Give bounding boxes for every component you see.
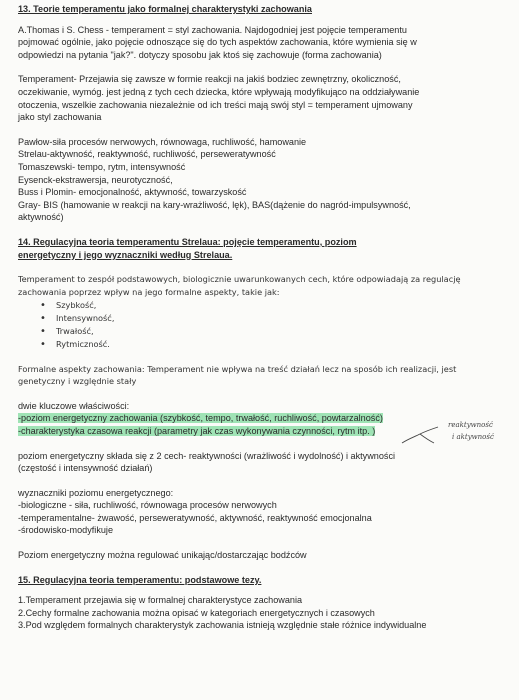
list-item: Pawłow-siła procesów nerwowych, równowaga, ruchliwość, hamowanie bbox=[18, 136, 307, 147]
theorists-list bbox=[18, 136, 501, 224]
formal-aspects-bullets bbox=[18, 299, 501, 351]
highlighted-line: -charakterystyka czasowa reakcji (parametry jak czas wykonywania czynności, rytm itp. ) bbox=[18, 425, 376, 436]
section-14-intro bbox=[18, 273, 501, 351]
text-line: -środowisko-modyfikuje bbox=[18, 525, 114, 536]
list-item: Tomaszewski- tempo, rytm, intensywność bbox=[18, 161, 186, 172]
handwritten-bracket-icon bbox=[400, 425, 440, 447]
text-line: poziom energetyczny składa się z 2 cech- reaktywności (wrażliwość i wydolność) i aktywności bbox=[18, 450, 396, 461]
list-item: Strelau-aktywność, reaktywność, ruchliwość, perseweratywność bbox=[18, 149, 276, 160]
text-line: zachowania poprzez wpływ na jego formalne aspekty, takie jak: bbox=[18, 286, 280, 297]
handwritten-note-1: reaktywność bbox=[448, 421, 493, 429]
bullet-item: • Trwałość, bbox=[56, 325, 501, 338]
text-line: oczekiwanie, wymóg. jest jedną z tych cech dziecka, które wpływają modyfikująco na oddziaływanie bbox=[18, 86, 420, 97]
text-line: wyznaczniki poziomu energetycznego: bbox=[18, 487, 174, 498]
text-line: Formalne aspekty zachowania: Temperament nie wpływa na treść działań lecz na sposób ich realizacji, jest bbox=[18, 363, 457, 374]
formal-aspects-paragraph bbox=[18, 363, 501, 388]
bullet-item: • Szybkość, bbox=[56, 299, 501, 312]
section-13-heading: 13. Teorie temperamentu jako formalnej charakterystyki zachowania bbox=[18, 4, 312, 14]
text-line: jako styl zachowania bbox=[18, 112, 102, 123]
bullet-item: • Rytmiczność. bbox=[56, 338, 501, 351]
text-line: genetyczny i względnie stały bbox=[18, 376, 137, 387]
section-15-theses bbox=[18, 594, 501, 632]
numbered-item: 1.Temperament przejawia się w formalnej charakterystyce zachowania bbox=[18, 595, 303, 606]
text-line: Temperament- Przejawia się zawsze w formie reakcji na jakiś bodziec zewnętrzny, okoliczność, bbox=[18, 74, 401, 85]
text-line: -biologiczne - siła, ruchliwość, równowaga procesów nerwowych bbox=[18, 500, 277, 511]
heading-line: 14. Regulacyjna teoria temperamentu Strelaua: pojęcie temperamentu, poziom bbox=[18, 236, 357, 247]
list-item: Gray- BIS (hamowanie w reakcji na kary-wrażliwość, lęk), BAS(dążenie do nagród-impulsywność, bbox=[18, 199, 411, 210]
bullet-item: • Intensywność, bbox=[56, 312, 501, 325]
highlighted-line: -poziom energetyczny zachowania (szybkość, tempo, trwałość, ruchliwość, powtarzalność) bbox=[18, 413, 383, 424]
section-13-paragraph-2 bbox=[18, 73, 501, 123]
handwritten-note-2: i aktywność bbox=[452, 433, 494, 441]
list-item: Buss i Plomin- emocjonalność, aktywność, towarzyskość bbox=[18, 187, 247, 198]
numbered-item: 2.Cechy formalne zachowania można opisać w kategoriach energetycznych i czasowych bbox=[18, 607, 375, 618]
text-line: odpowiedzi na pytania "jak?". dotyczy sposobu jak ktoś się zachowuje (forma zachowania) bbox=[18, 49, 382, 60]
text-line: -temperamentalne- żwawość, perseweratywność, aktywność, reaktywność emocjonalna bbox=[18, 512, 372, 523]
numbered-item: 3.Pod względem formalnych charakterystyk zachowania istnieją względnie stałe różnice indywidualne bbox=[18, 620, 427, 631]
section-15-heading: 15. Regulacyjna teoria temperamentu: podstawowe tezy. bbox=[18, 574, 262, 585]
text-line: A.Thomas i S. Chess - temperament = styl zachowania. Najdogodniej jest pojęcie temperamentu bbox=[18, 24, 407, 35]
section-13-paragraph-1 bbox=[18, 24, 501, 62]
key-properties-title: dwie kluczowe właściwości: bbox=[18, 400, 130, 411]
text-line: otoczenia, wszelkie zachowania niezależnie od ich treści mają swój styl = temperament ujmowany bbox=[18, 99, 413, 110]
text-line: pojmować ogólnie, jako pojęcie odnoszące się do tych aspektów zachowania, które wymienia się w bbox=[18, 37, 417, 48]
section-14-heading bbox=[18, 236, 501, 261]
determinants-list bbox=[18, 487, 501, 537]
text-line: Temperament to zespół podstawowych, biologicznie uwarunkowanych cech, które odpowiadają za regulację bbox=[18, 274, 461, 285]
list-item: aktywność) bbox=[18, 212, 64, 223]
text-line: (częstość i intensywność działań) bbox=[18, 463, 153, 474]
list-item: Eysenck-ekstrawersja, neurotyczność, bbox=[18, 174, 173, 185]
heading-line: energetyczny i jego wyznaczniki według Strelaua. bbox=[18, 249, 233, 260]
regulation-note: Poziom energetyczny można regulować unikając/dostarczając bodźców bbox=[18, 550, 307, 561]
energy-level-paragraph bbox=[18, 450, 501, 475]
